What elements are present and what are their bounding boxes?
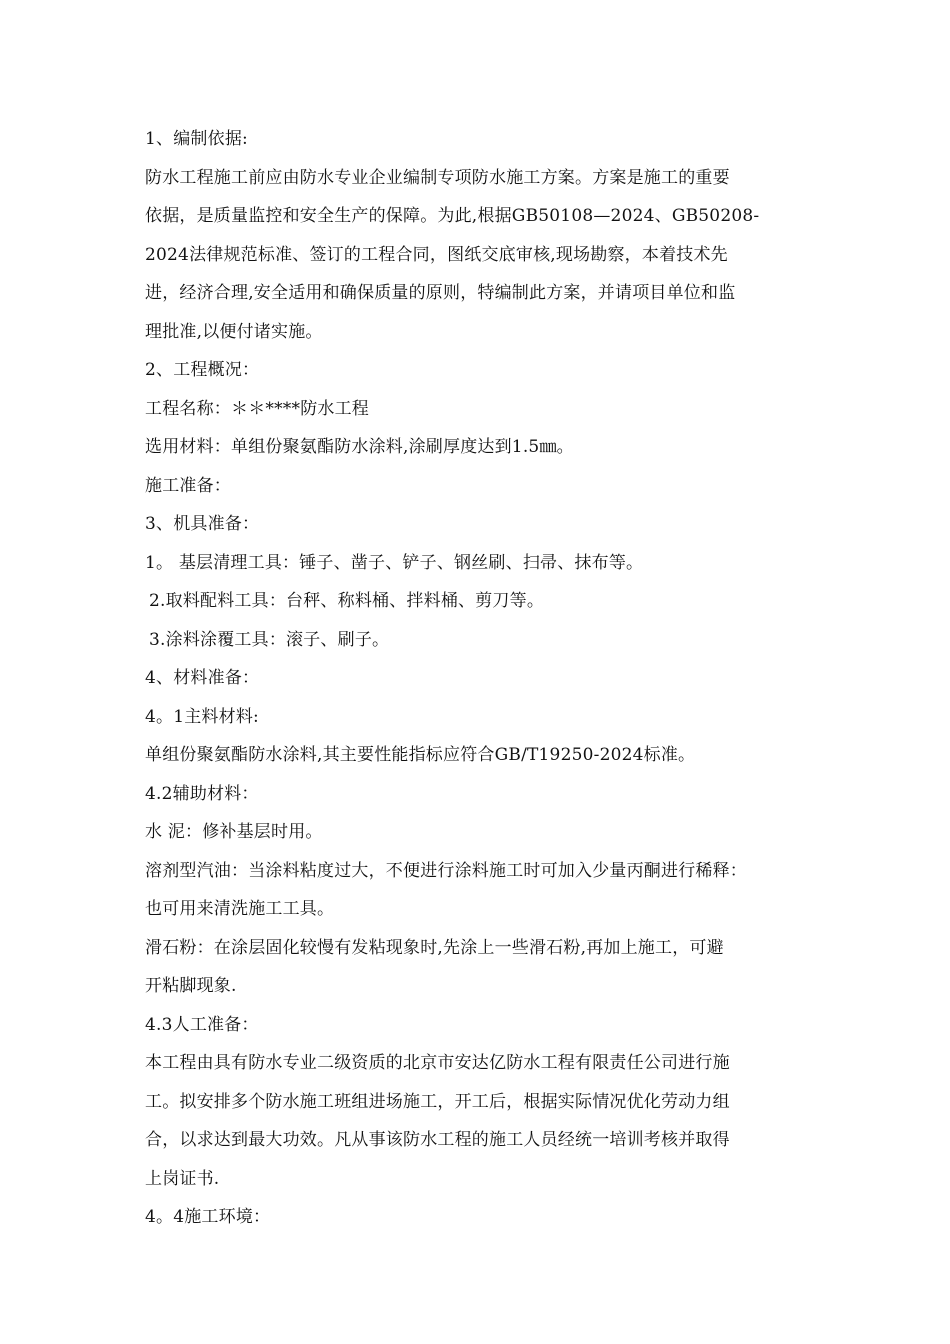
paragraph-line: 本工程由具有防水专业二级资质的北京市安达亿防水工程有限责任公司进行施	[145, 1053, 730, 1073]
paragraph-line: 工。拟安排多个防水施工班组进场施工，开工后，根据实际情况优化劳动力组	[145, 1091, 730, 1112]
paragraph-line: 也可用来清洗施工工具。	[145, 899, 335, 919]
paragraph-line: 溶剂型汽油：当涂料粘度过大，不便进行涂料施工时可加入少量丙酮进行稀释：	[145, 860, 747, 881]
subheading-labor: 4.3人工准备：	[145, 1014, 259, 1035]
paragraph-line: 进，经济合理,安全适用和确保质量的原则，特编制此方案，并请项目单位和监	[145, 283, 736, 303]
section-heading-basis: 1、编制依据:	[145, 129, 248, 149]
paragraph-line: 单组份聚氨酯防水涂料,其主要性能指标应符合GB/T19250-2024标准。	[145, 745, 696, 765]
subheading-preparation: 施工准备：	[145, 475, 231, 496]
section-heading-overview: 2、工程概况：	[145, 360, 260, 380]
paragraph-line: 理批准,以便付诸实施。	[145, 321, 323, 342]
list-item: 1。 基层清理工具：锤子、凿子、铲子、钢丝刷、扫帚、抹布等。	[145, 552, 644, 573]
list-item: 3.涂料涂覆工具：滚子、刷子。	[149, 629, 390, 650]
paragraph-line: 滑石粉：在涂层固化较慢有发粘现象时,先涂上一些滑石粉,再加上施工，可避	[145, 937, 724, 958]
section-heading-tools: 3、机具准备：	[145, 514, 260, 534]
project-name-line: 工程名称：＊＊****防水工程	[145, 398, 369, 419]
subheading-main-material: 4。1主料材料:	[145, 706, 259, 727]
section-heading-materials: 4、材料准备：	[145, 668, 260, 688]
subheading-auxiliary-material: 4.2辅助材料：	[145, 783, 259, 804]
paragraph-line: 防水工程施工前应由防水专业企业编制专项防水施工方案。方案是施工的重要	[145, 167, 730, 188]
subheading-environment: 4。4施工环境：	[145, 1207, 271, 1227]
material-line: 选用材料：单组份聚氨酯防水涂料,涂刷厚度达到1.5㎜。	[145, 437, 574, 457]
paragraph-line: 上岗证书.	[145, 1168, 220, 1189]
paragraph-line: 合，以求达到最大功效。凡从事该防水工程的施工人员经统一培训考核并取得	[145, 1130, 730, 1150]
document-page	[145, 120, 815, 1237]
paragraph-line: 2024法律规范标准、签订的工程合同，图纸交底审核,现场勘察，本着技术先	[145, 244, 728, 265]
paragraph-line: 开粘脚现象.	[145, 976, 237, 996]
list-item: 2.取料配料工具：台秤、称料桶、拌料桶、剪刀等。	[149, 591, 545, 611]
paragraph-line: 依据，是质量监控和安全生产的保障。为此,根据GB50108—2024、GB50208-	[145, 206, 760, 226]
paragraph-line: 水 泥：修补基层时用。	[145, 822, 323, 842]
